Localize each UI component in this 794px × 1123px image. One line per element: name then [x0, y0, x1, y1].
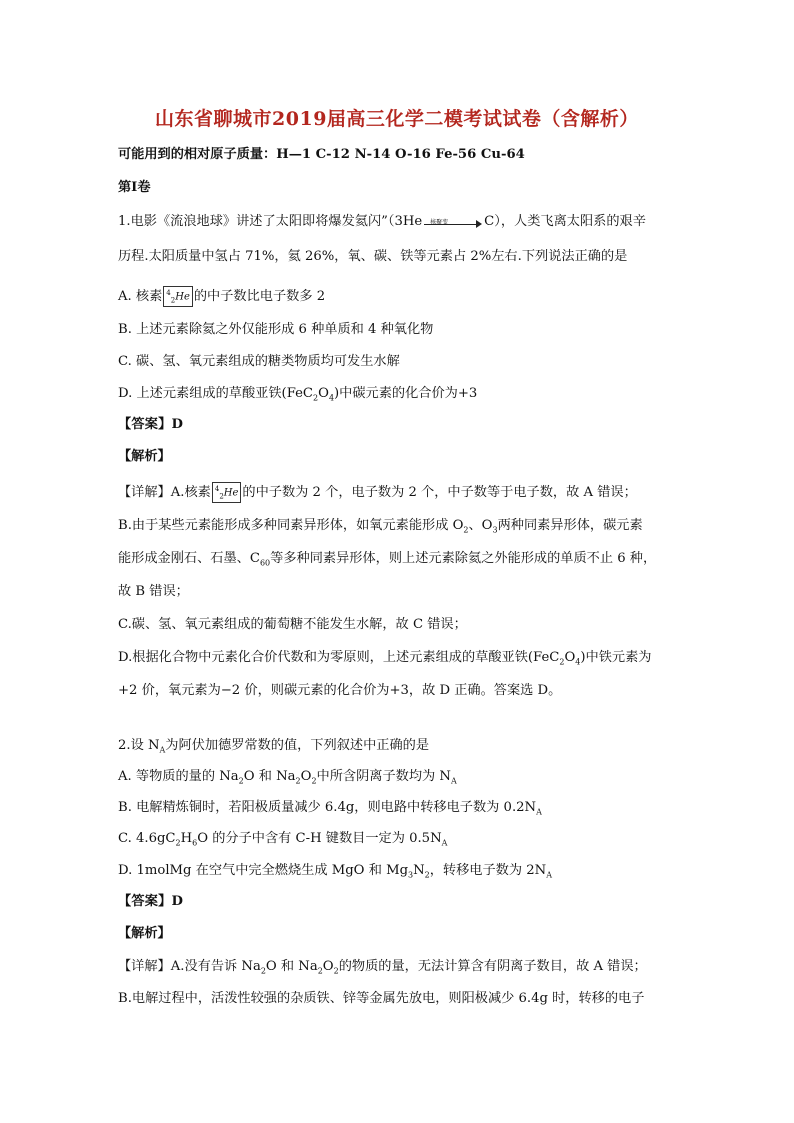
helium-nuclide-symbol: $^4_2$He [163, 286, 193, 307]
q1-option-b: B. 上述元素除氦之外仅能形成 6 种单质和 4 种氧化物 [118, 322, 434, 337]
q2-option-a: A. 等物质的量的 $Na_2O$ 和 $Na_2O_2$中所含阴离子数均为 $N_A$ [118, 769, 457, 786]
q1-stem-line1 [118, 213, 646, 231]
q1-stem-line2: 历程.太阳质量中氢占 71%，氦 26%，氧、碳、铁等元素占 2%左右.下列说法正确的是 [118, 249, 628, 264]
q1-stem-post: C），人类飞离太阳系的艰辛 [484, 214, 646, 229]
q2-answer: 【答案】D [118, 894, 184, 909]
q1-detail-b-line3: 故 B 错误； [118, 584, 189, 599]
q2-detail-b: B.电解过程中，活泼性较强的杂质铁、锌等金属先放电，则阳极减少 6.4g 时，转移的电子 [118, 991, 645, 1006]
q1-detail-b-line2: 能形成金刚石、石墨、$C_{60}$等多种同素异形体，则上述元素除氦之外能形成的单质不止 6 种， [118, 551, 657, 568]
q2-detail-a: 【详解】A.没有告诉 $Na_2O$ 和 $Na_2O_2$的物质的量，无法计算含有阴离子数目，故 A 错误； [118, 959, 647, 976]
arrow-label: 核聚变 [430, 218, 449, 226]
page-title: 山东省聊城市2019届高三化学二模考试试卷（含解析） [155, 108, 639, 130]
q2-stem: 2.设 $N_A$为阿伏加德罗常数的值，下列叙述中正确的是 [118, 738, 430, 755]
fusion-arrow-icon [424, 216, 482, 228]
q1-option-a: A. 核素 $^4_2$He 的中子数比电子数多 2 [118, 286, 325, 307]
atomic-mass-line: 可能用到的相对原子质量：H—1 C-12 N-14 O-16 Fe-56 Cu-64 [118, 147, 525, 162]
q2-analysis-heading: 【解析】 [118, 926, 171, 941]
q2-option-c: C. $4.6gC_2H_6O$ 的分子中含有 C-H 键数目一定为 $0.5N_A$ [118, 831, 448, 848]
q1-option-c: C. 碳、氢、氧元素组成的糖类物质均可发生水解 [118, 354, 400, 369]
q2-option-d: D. 1molMg 在空气中完全燃烧生成 MgO 和 $Mg_3N_2$，转移电子数为 $2N_A$ [118, 863, 552, 880]
helium-nuclide-symbol: $^4_2$He [212, 482, 242, 503]
q1-analysis-heading: 【解析】 [118, 449, 171, 464]
q1-detail-a: 【详解】A.核素 $^4_2$He 的中子数为 2 个，电子数为 2 个，中子数等于电子数，故 A 错误； [118, 482, 637, 503]
q1-detail-b-line1: B.由于某些元素能形成多种同素异形体，如氧元素能形成 $O_2$、$O_3$两种同素异形体，碳元素 [118, 518, 643, 535]
q1-option-d: D. 上述元素组成的草酸亚铁$(FeC_2O_4)$中碳元素的化合价为+3 [118, 386, 478, 403]
section-heading: 第Ⅰ卷 [118, 180, 151, 195]
q1-stem-pre: 1.电影《流浪地球》讲述了太阳即将爆发氦闪”（3He [118, 214, 423, 229]
q1-detail-d-line2: +2 价，氧元素为−2 价，则碳元素的化合价为+3，故 D 正确。答案选 D。 [118, 683, 562, 698]
q1-answer: 【答案】D [118, 417, 184, 432]
q1-detail-d-line1: D.根据化合物中元素化合价代数和为零原则，上述元素组成的草酸亚铁$(FeC_2O_4)$中铁元素为 [118, 650, 652, 667]
q1-detail-c: C.碳、氢、氧元素组成的葡萄糖不能发生水解，故 C 错误； [118, 617, 467, 632]
q2-option-b: B. 电解精炼铜时，若阳极质量减少 6.4g，则电路中转移电子数为 $0.2N_A$ [118, 800, 542, 817]
